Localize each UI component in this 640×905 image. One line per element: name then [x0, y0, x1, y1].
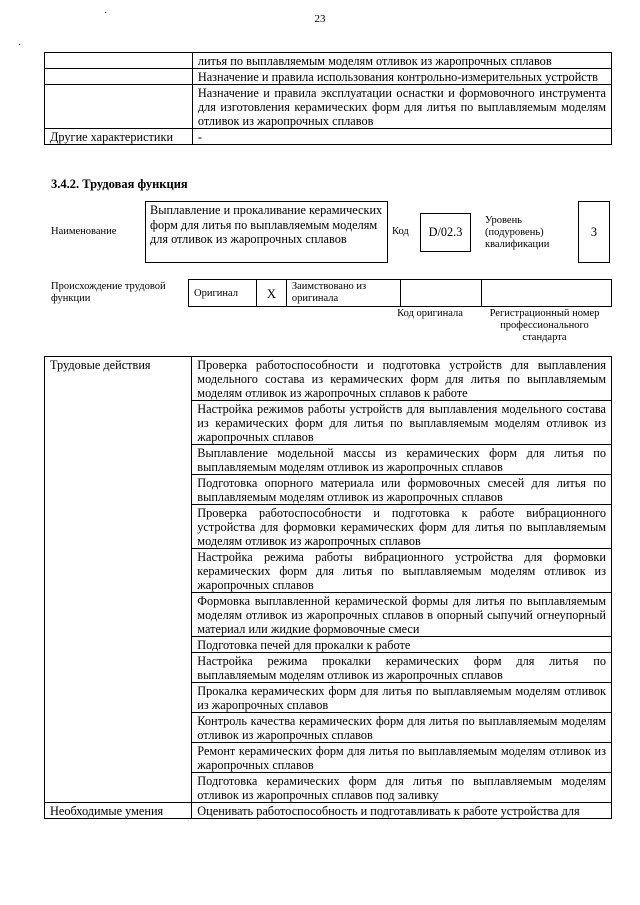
labor-action: Настройка режимов работы устройств для выплавления модельного состава из керамических форм для литья по выплавляемым моделям отливок из жаропрочных сплавов: [192, 401, 612, 445]
labor-action: Подготовка опорного материала или формовочных смесей для литья по выплавляемым моделям отливок из жаропрочных сплавов: [192, 475, 612, 505]
table-row: [45, 85, 612, 129]
level-label: Уровень (подуровень) квалификации: [485, 215, 550, 250]
scan-speck: ·: [104, 8, 108, 19]
function-code-box: D/02.3: [420, 213, 471, 252]
function-name-box: Выплавление и прокаливание керамических форм для литья по выплавляемым моделям для отливок из жаропрочных сплавов: [145, 201, 388, 263]
registration-caption: Регистрационный номер профессионального стандарта: [489, 308, 600, 343]
scan-speck: ·: [18, 40, 22, 51]
qualification-level-box: 3: [578, 201, 610, 263]
original-mark: X: [256, 280, 286, 307]
section-title: 3.4.2. Трудовая функция: [51, 177, 188, 191]
top-knowledge-table: [44, 52, 612, 145]
row-text: -: [192, 129, 611, 145]
table-row: [45, 803, 612, 819]
original-label: Оригинал: [189, 280, 257, 307]
labor-action: Проверка работоспособности и подготовка устройств для выплавления модельного состава из керамических форм для литья по выплавляемым моделям отливок из жаропрочных сплавов к работе: [192, 357, 612, 401]
labor-actions-label: Трудовые действия: [45, 357, 192, 803]
skills-label: Необходимые умения: [45, 803, 192, 819]
labor-actions-table: [44, 356, 612, 819]
labor-action: Прокалка керамических форм для литья по выплавляемым моделям отливок из жаропрочных сплавов: [192, 683, 612, 713]
skill-item: Оценивать работоспособность и подготавливать к работе устройства для: [192, 803, 612, 819]
table-row: [45, 129, 612, 145]
row-label: [45, 85, 193, 129]
labor-action: Настройка режима прокалки керамических форм для литья по выплавляемым моделям отливок из жаропрочных сплавов: [192, 653, 612, 683]
table-row: [45, 357, 612, 401]
origin-table: [188, 279, 612, 307]
original-code-cell: [400, 280, 482, 307]
row-label: [45, 53, 193, 69]
row-label: Другие характеристики: [45, 129, 193, 145]
labor-action: Контроль качества керамических форм для литья по выплавляемым моделям отливок из жаропрочных сплавов: [192, 713, 612, 743]
borrowed-label: Заимствовано из оригинала: [286, 280, 400, 307]
origin-label: Происхождение трудовой функции: [51, 281, 166, 304]
table-row: [45, 69, 612, 85]
page-number: 23: [314, 13, 326, 25]
labor-action: Проверка работоспособности и подготовка к работе вибрационного устройства для формовки керамических форм для литья по выплавляемым моделям отливок из жаропрочных сплавов: [192, 505, 612, 549]
labor-action: Подготовка керамических форм для литья по выплавляемым моделям отливок из жаропрочных сплавов под заливку: [192, 773, 612, 803]
row-text: литья по выплавляемым моделям отливок из жаропрочных сплавов: [192, 53, 611, 69]
labor-action: Настройка режима работы вибрационного устройства для формовки керамических форм для литья по выплавляемым моделям отливок из жаропрочных сплавов: [192, 549, 612, 593]
labor-action: Формовка выплавленной керамической формы для литья по выплавляемым моделям отливок из жаропрочных сплавов в опорный сыпучий огнеупорный материал или жидкие формовочные смеси: [192, 593, 612, 637]
row-text: Назначение и правила эксплуатации оснастки и формовочного инструмента для изготовления керамических форм для литья по выплавляемым моделям отливок из жаропрочных сплавов: [192, 85, 611, 129]
table-row: [45, 53, 612, 69]
code-caption: Код оригинала: [397, 308, 463, 319]
code-label: Код: [392, 226, 409, 237]
name-label: Наименование: [51, 226, 117, 237]
labor-action: Выплавление модельной массы из керамических форм для литья по выплавляемым моделям отливок из жаропрочных сплавов: [192, 445, 612, 475]
row-text: Назначение и правила использования контрольно-измерительных устройств: [192, 69, 611, 85]
registration-number-cell: [482, 280, 612, 307]
labor-action: Ремонт керамических форм для литья по выплавляемым моделям отливок из жаропрочных сплавов: [192, 743, 612, 773]
labor-action: Подготовка печей для прокалки к работе: [192, 637, 612, 653]
row-label: [45, 69, 193, 85]
